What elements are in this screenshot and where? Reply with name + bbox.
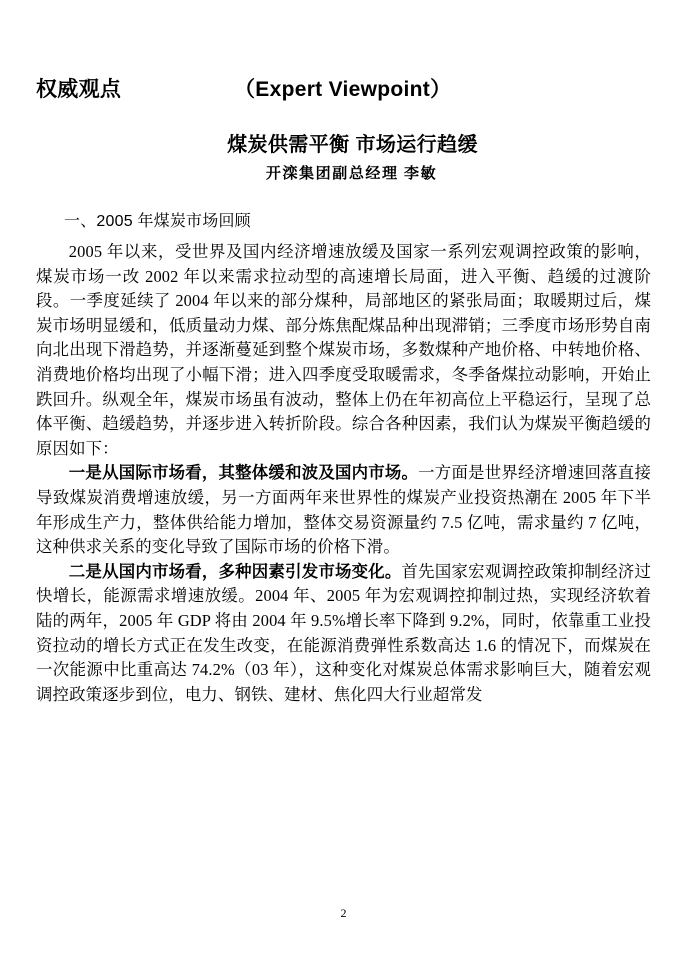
page-title: 煤炭供需平衡 市场运行趋缓 bbox=[227, 134, 478, 156]
page-number: 2 bbox=[340, 906, 347, 920]
paragraph bbox=[36, 560, 651, 708]
paragraph bbox=[36, 461, 651, 559]
masthead-cn-label: 权威观点 bbox=[36, 78, 122, 101]
paragraph-lead: 一是从国际市场看，其整体缓和波及国内市场。 bbox=[68, 463, 419, 483]
paragraph-body: 首先国家宏观调控政策抑制经济过快增长，能源需求增速放缓。2004 年、2005 年为宏观调控抑制过热，实现经济软着陆的两年，2005 年 GDP 将由 2004 年 9.5%增长率下降到 9.2%，同时，依靠重工业投资拉动的增长方式正在发生改变，在能源消费弹性系数高达 1.6 的情况下，而煤炭在一次能源中比重高达 74.2%（03 年），这种变化对煤炭总体需求影响巨大，随着宏观调控政策逐步到位，电力、钢铁、建材、焦化四大行业超常发 bbox=[36, 561, 652, 704]
paragraph-body: 2005 年以来，受世界及国内经济增速放缓及国家一系列宏观调控政策的影响，煤炭市场一改 2002 年以来需求拉动型的高速增长局面，进入平衡、趋缓的过渡阶段。一季度延续了 2004 年以来的部分煤种，局部地区的紧张局面；取暖期过后，煤炭市场明显缓和，低质量动力煤、部分炼焦配煤品种出现滞销；三季度市场形势自南向北出现下滑趋势，并逐渐蔓延到整个煤炭市场，多数煤种产地价格、中转地价格、消费地价格均出现了小幅下滑；进入四季度受取暖需求，冬季备煤拉动影响，开始止跌回升。纵观全年，煤炭市场虽有波动，整体上仍在年初高位上平稳运行，呈现了总体平衡、趋缓趋势，并逐步进入转折阶段。综合各种因素，我们认为煤炭平衡趋缓的原因如下： bbox=[36, 242, 651, 458]
paragraph-body: 一方面是世界经济增速回落直接导致煤炭消费增速放缓，另一方面两年来世界性的煤炭产业投资热潮在 2005 年下半年形成生产力，整体供给能力增加，整体交易资源量约 7.5 亿吨，需求量约 7 亿吨，这种供求关系的变化导致了国际市场的价格下滑。 bbox=[36, 463, 651, 557]
paragraph bbox=[36, 240, 651, 461]
byline: 开滦集团副总经理 李敏 bbox=[265, 166, 438, 182]
body-text bbox=[36, 240, 651, 707]
section-heading: 一、2005 年煤炭市场回顾 bbox=[64, 213, 251, 230]
paragraph-lead: 二是从国内市场看，多种因素引发市场变化。 bbox=[68, 561, 402, 581]
masthead bbox=[36, 73, 651, 103]
masthead-en-label: （Expert Viewpoint） bbox=[234, 78, 452, 101]
